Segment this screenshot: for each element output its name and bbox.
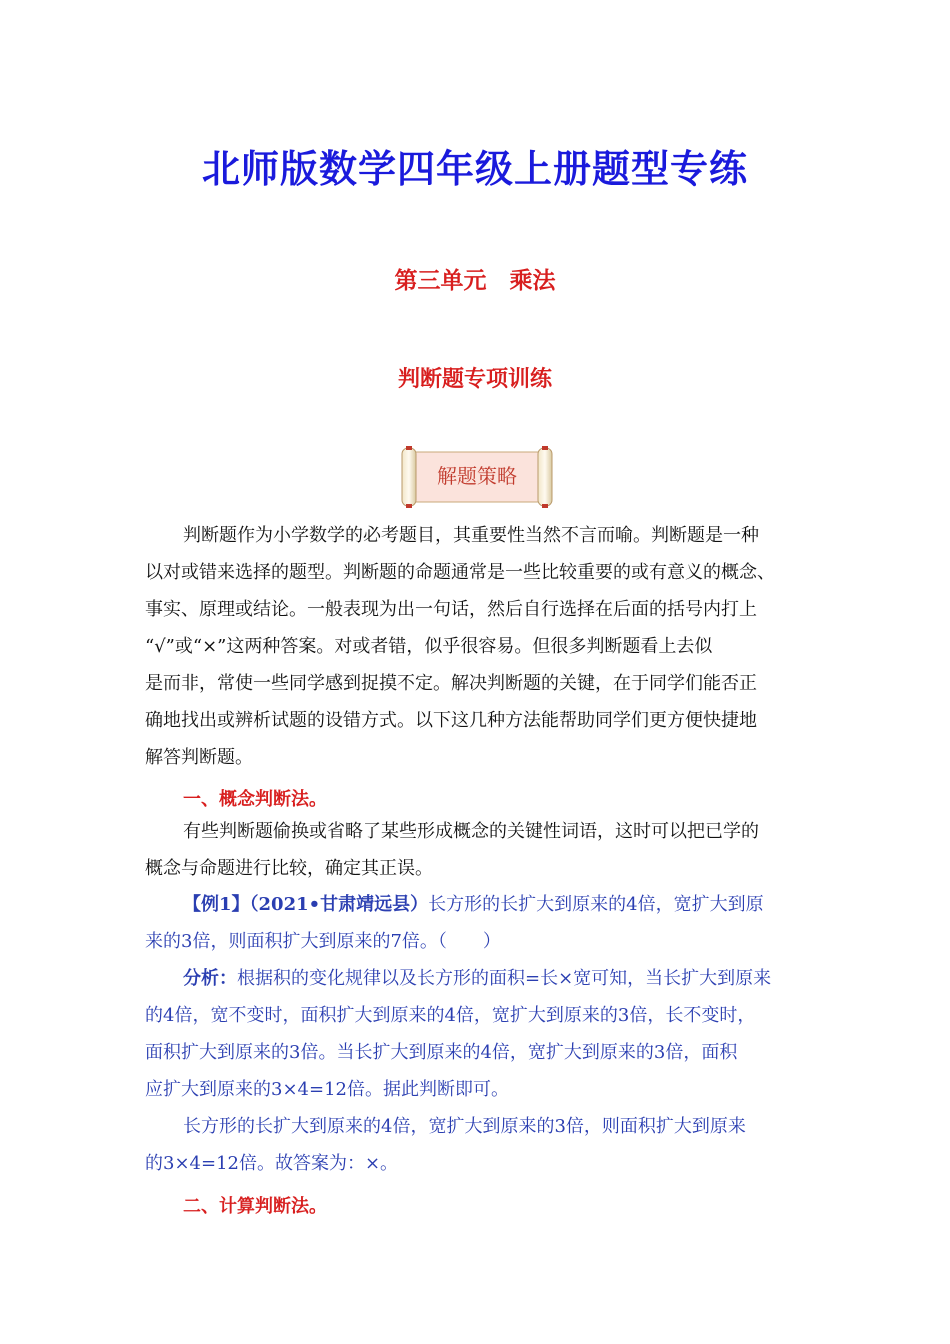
example-text: 长方形的长扩大到原来的4倍，宽扩大到原 bbox=[428, 894, 764, 915]
analysis-text: 面积扩大到原来的3倍。当长扩大到原来的4倍，宽扩大到原来的3倍，面积 bbox=[145, 1042, 738, 1063]
intro-paragraph bbox=[145, 517, 805, 776]
section-heading-concept: 一、概念判断法。 bbox=[183, 789, 327, 810]
example-1 bbox=[145, 886, 805, 960]
answer-text: 长方形的长扩大到原来的4倍，宽扩大到原来的3倍，则面积扩大到原来 bbox=[183, 1116, 746, 1137]
intro-line: 事实、原理或结论。一般表现为出一句话，然后自行选择在后面的括号内打上 bbox=[145, 599, 757, 620]
example-tag: 【例1】（2021•甘肃靖远县） bbox=[183, 894, 429, 915]
answer-text: 的3×4=12倍。故答案为：×。 bbox=[145, 1153, 399, 1174]
analysis-text: 应扩大到原来的3×4=12倍。据此判断即可。 bbox=[145, 1079, 509, 1100]
concept-paragraph bbox=[145, 813, 805, 887]
page-title: 北师版数学四年级上册题型专练 bbox=[201, 147, 748, 191]
unit-title: 第三单元 乘法 bbox=[394, 268, 556, 294]
concept-line: 有些判断题偷换或省略了某些形成概念的关键性词语，这时可以把已学的 bbox=[183, 821, 759, 842]
analysis-label: 分析： bbox=[183, 968, 237, 989]
intro-line: 判断题作为小学数学的必考题目，其重要性当然不言而喻。判断题是一种 bbox=[183, 525, 759, 546]
intro-line: 确地找出或辨析试题的设错方式。以下这几种方法能帮助同学们更方便快捷地 bbox=[145, 710, 757, 731]
strategy-scroll-banner bbox=[398, 446, 556, 508]
answer-block bbox=[145, 1108, 805, 1182]
strategy-badge-label: 解题策略 bbox=[437, 464, 517, 488]
intro-line: “√”或“×”这两种答案。对或者错，似乎很容易。但很多判断题看上去似 bbox=[145, 636, 713, 657]
analysis-text: 的4倍，宽不变时，面积扩大到原来的4倍，宽扩大到原来的3倍，长不变时， bbox=[145, 1005, 756, 1026]
intro-line: 以对或错来选择的题型。判断题的命题通常是一些比较重要的或有意义的概念、 bbox=[145, 562, 775, 583]
analysis-text: 根据积的变化规律以及长方形的面积=长×宽可知，当长扩大到原来 bbox=[237, 968, 772, 989]
section-heading-calculation: 二、计算判断法。 bbox=[183, 1196, 327, 1217]
example-text: 来的3倍，则面积扩大到原来的7倍。（ ） bbox=[145, 931, 501, 952]
section-subtitle: 判断题专项训练 bbox=[397, 367, 552, 392]
concept-line: 概念与命题进行比较，确定其正误。 bbox=[145, 858, 433, 879]
intro-line: 解答判断题。 bbox=[145, 747, 253, 768]
intro-line: 是而非，常使一些同学感到捉摸不定。解决判断题的关键，在于同学们能否正 bbox=[145, 673, 757, 694]
analysis-block bbox=[145, 960, 805, 1108]
